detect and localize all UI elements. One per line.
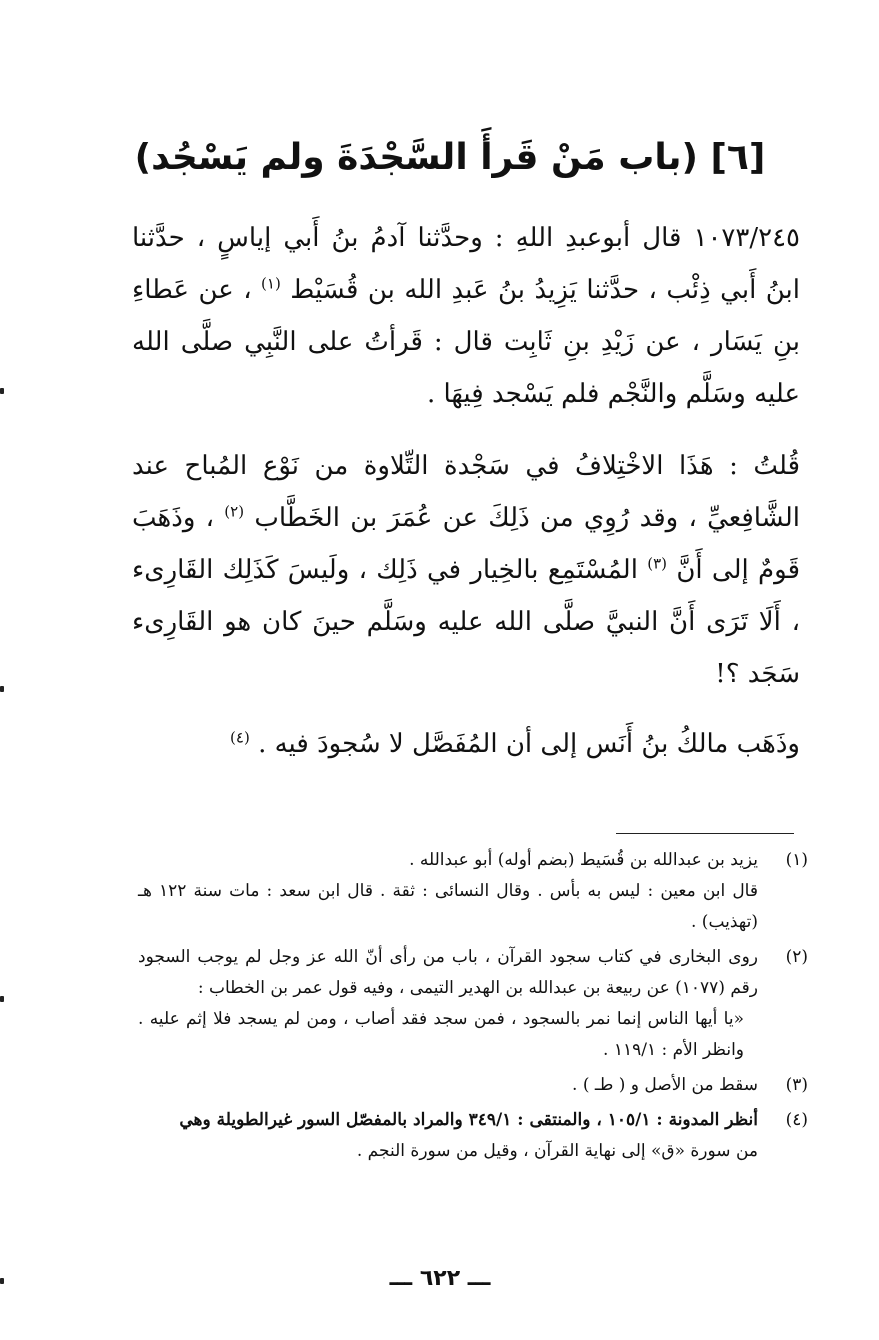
hadith-text: ١٠٧٣/٢٤٥ قال أبوعبدِ اللهِ : وحدَّثنا آدمُ بنُ أَبي إياسٍ ، حدَّثنا ابنُ أَبي ذِئْب ، حدَّثنا يَزِيدُ بنُ عَبدِ الله بن قُسَيْط bbox=[132, 223, 801, 305]
footnote-ref-4[interactable]: (٤) bbox=[230, 728, 250, 747]
footnotes bbox=[138, 845, 808, 1171]
footnote-line: سقط من الأصل و ( طـ ) . bbox=[572, 1075, 758, 1095]
footnote-number: (٣) bbox=[785, 1075, 808, 1095]
main-text bbox=[132, 212, 800, 770]
footnote-line: قال ابن معين : ليس به بأس . وقال النسائى : ثقة . قال ابن سعد : مات سنة ١٢٢ هـ (تهذيب) . bbox=[138, 881, 758, 932]
malik-text: وذَهَب مالكُ بنُ أَنَس إلى أن المُفَصَّل لا سُجودَ فيه . bbox=[258, 729, 800, 759]
scan-margin-mark bbox=[0, 996, 4, 1002]
commentary-part-2: ، وذَهَبَ قَومٌ إلى أَنَّ bbox=[132, 503, 800, 585]
footnote-ref-3[interactable]: (٣) bbox=[647, 554, 668, 573]
footnote-number: (٤) bbox=[785, 1110, 808, 1130]
footnote-number: (١) bbox=[785, 850, 808, 870]
footnote-ref-2[interactable]: (٢) bbox=[224, 502, 245, 521]
footnote-line: يزيد بن عبدالله بن قُسَيط (بضم أوله) أبو عبدالله . bbox=[409, 850, 758, 870]
footnote-2 bbox=[138, 942, 808, 1066]
commentary-paragraph bbox=[132, 440, 800, 700]
footnote-line: روى البخارى في كتاب سجود القرآن ، باب من رأى أنّ الله عز وجل لم يوجب السجود رقم (١٠٧٧) عن ربيعة بن عبدالله بن الهدير التيمى ، وفيه قول عمر بن الخطاب : bbox=[138, 947, 758, 998]
hadith-paragraph bbox=[132, 212, 800, 420]
scan-margin-mark bbox=[0, 388, 4, 394]
footnote-body bbox=[138, 845, 758, 938]
footnote-separator bbox=[616, 833, 794, 834]
footnote-4 bbox=[138, 1105, 808, 1167]
footnote-line: من سورة «ق» إلى نهاية القرآن ، وقيل من سورة النجم . bbox=[356, 1141, 758, 1161]
hadith-text-continued: ، عن عَطاءِ بنِ يَسَار ، عن زَيْدِ بنِ ثَابِت قال : قَرأتُ على النَّبِي صلَّى الله عليه وسَلَّم والنَّجْم فلم يَسْجد فِيهَا . bbox=[132, 275, 800, 409]
footnote-3 bbox=[138, 1070, 808, 1101]
footnote-quote: «يا أيها الناس إنما نمر بالسجود ، فمن سجد فقد أصاب ، ومن لم يسجد فلا إثم عليه . وانظر الأم : ١١٩/١ . bbox=[138, 1009, 744, 1060]
chapter-title: [٦] (باب مَنْ قَرأَ السَّجْدَةَ ولم يَسْجُد) bbox=[134, 137, 766, 178]
footnote-1 bbox=[138, 845, 808, 938]
scan-margin-mark bbox=[0, 686, 4, 692]
footnote-number: (٢) bbox=[785, 947, 808, 967]
footnote-body bbox=[138, 1070, 758, 1101]
commentary-part-3: المُسْتَمِع بالخِيار في ذَلِك ، ولَيسَ كَذَلِك القَارِىء ، أَلَا تَرَى أَنَّ النبيَّ صلَّى الله عليه وسَلَّم حينَ كان هو القَارِىء سَجَد ؟! bbox=[132, 555, 800, 689]
footnote-ref-1[interactable]: (١) bbox=[261, 274, 281, 293]
footnote-body bbox=[138, 942, 758, 1066]
commentary-part-1: قُلتُ : هَذَا الاخْتِلافُ في سَجْدة التِّلاوة من نَوْع المُباح عند الشَّافِعيِّ ، وقد رُوِي من ذَلِكَ عن عُمَرَ بن الخَطَّاب bbox=[132, 451, 801, 533]
scan-margin-mark bbox=[0, 1278, 4, 1284]
page-number: ـــ ٦٢٢ ـــ bbox=[389, 1266, 491, 1291]
footnote-line-bold: أنظر المدونة : ١٠٥/١ ، والمنتقى : ٣٤٩/١ والمراد بالمفصّل السور غيرالطويلة وهي bbox=[179, 1110, 758, 1130]
malik-paragraph bbox=[132, 718, 800, 770]
footnote-body bbox=[138, 1105, 758, 1167]
